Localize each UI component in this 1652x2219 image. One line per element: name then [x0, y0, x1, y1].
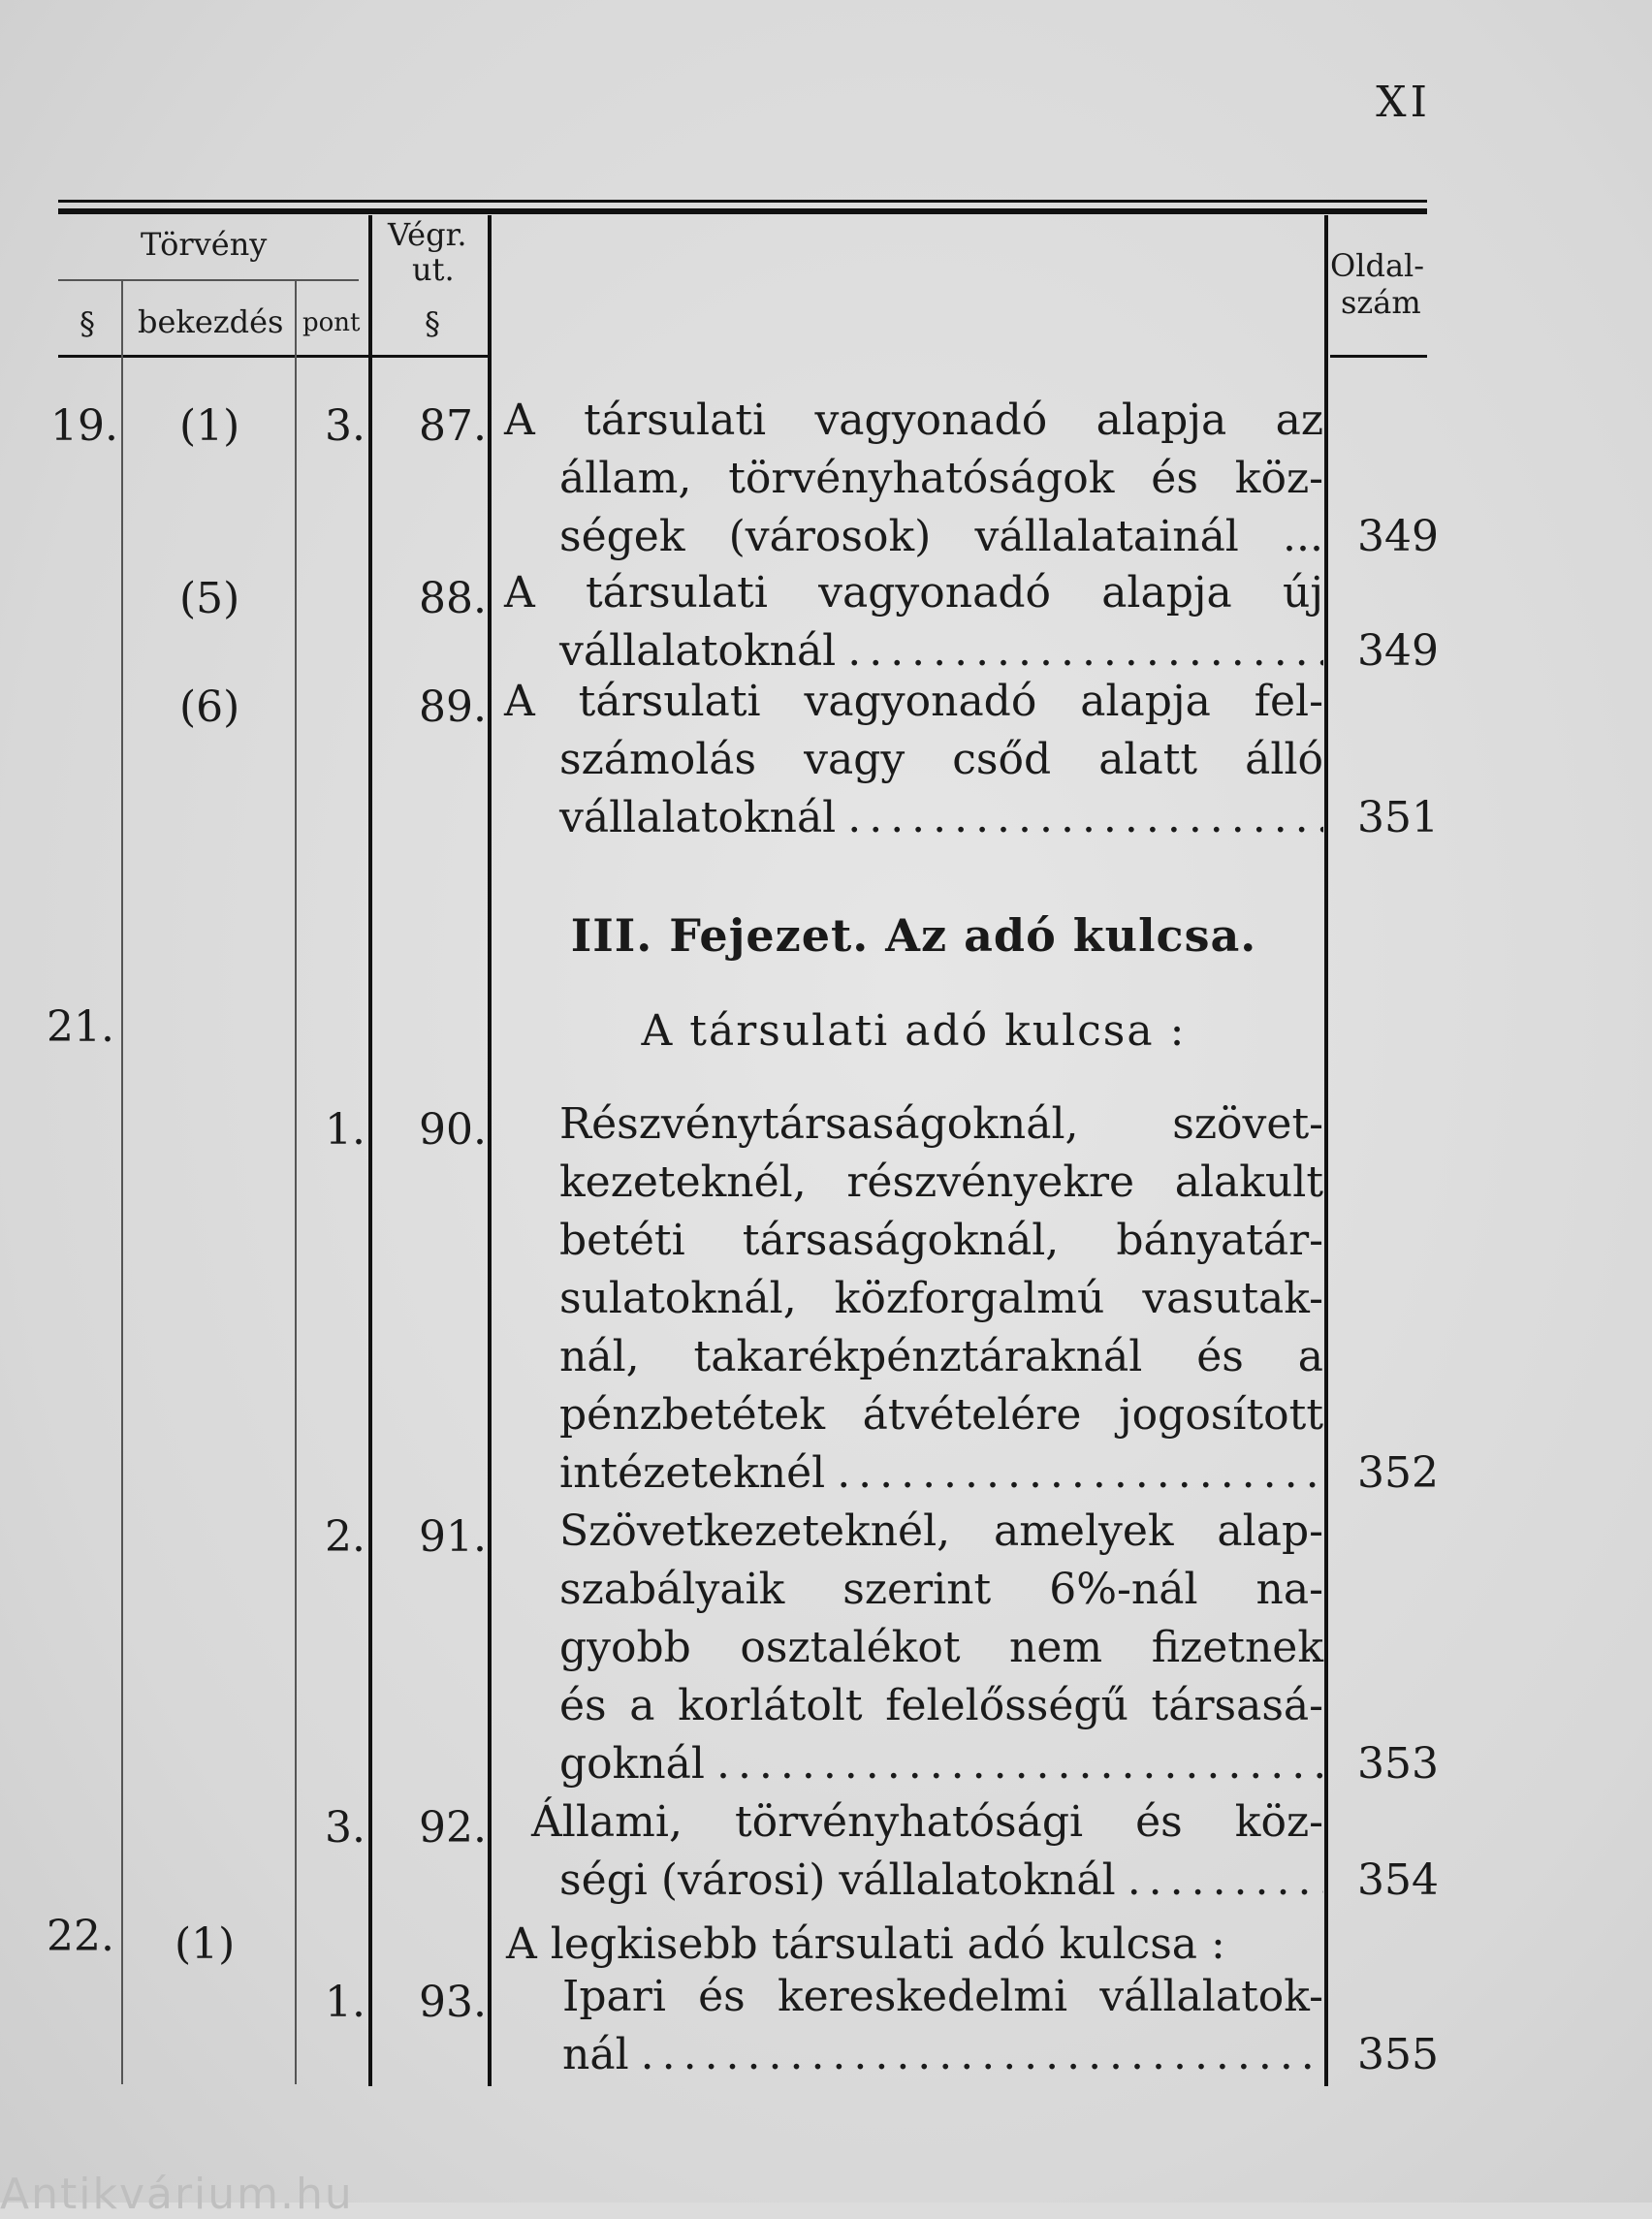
column-divider-oldalszam	[1324, 215, 1328, 2086]
entry-text-line: A társulati vagyonadó alapja az	[504, 396, 1323, 445]
header-bekezdes: bekezdés	[138, 303, 284, 340]
top-rule-2	[58, 208, 1427, 214]
entry-text-line: Állami, törvényhatósági és köz-	[531, 1797, 1323, 1847]
entry-text-line: goknál	[559, 1739, 705, 1789]
entry-pont: 1.	[325, 1978, 365, 2027]
header-torveny: Törvény	[141, 226, 268, 263]
column-divider-vegr	[488, 215, 492, 2086]
entry-paragraph: 22.	[47, 1912, 114, 1961]
chapter-title: III. Fejezet. Az adó kulcsa.	[570, 909, 1257, 962]
entry-text-line: nál, takarékpénztáraknál és a	[559, 1332, 1323, 1381]
entry-description	[531, 1793, 1323, 1910]
entry-description: A legkisebb társulati adó kulcsa :	[506, 1919, 1225, 1969]
entry-vegr: 90.	[419, 1105, 487, 1155]
entry-page-ref: 352	[1357, 1448, 1439, 1498]
entry-vegr: 93.	[419, 1978, 487, 2027]
entry-paragraph: 19.	[50, 401, 118, 451]
header-vegr-line1: Végr.	[388, 216, 467, 253]
entry-text-line: vállalatoknál	[559, 793, 837, 842]
dot-leader	[837, 1444, 1323, 1503]
page-number: XI	[1376, 78, 1431, 127]
entry-bekezdes: (1)	[179, 401, 240, 451]
entry-description	[504, 392, 1323, 566]
entry-text-line: Részvénytársaságoknál, szövet-	[559, 1099, 1323, 1149]
entry-text-line: sulatoknál, közforgalmú vasutak-	[559, 1274, 1323, 1323]
entry-text-line: Ipari és kereskedelmi vállalatok-	[562, 1972, 1323, 2021]
entry-page-ref: 355	[1357, 2030, 1439, 2079]
entry-text-line: Szövetkezeteknél, amelyek alap-	[559, 1506, 1323, 1556]
entry-text-line: szabályaik szerint 6%-nál na-	[559, 1565, 1323, 1614]
entry-bekezdes: (1)	[175, 1919, 236, 1969]
dot-leader	[716, 1735, 1323, 1793]
entry-text-line: A társulati vagyonadó alapja fel-	[504, 677, 1323, 726]
entry-pont: 3.	[325, 1803, 365, 1853]
entry-text-line: nál	[562, 2030, 629, 2079]
entry-description	[562, 1968, 1323, 2084]
entry-vegr: 92.	[419, 1803, 487, 1853]
entry-page-ref: 349	[1357, 626, 1439, 676]
entry-text-line: és a korlátolt felelősségű társasá-	[559, 1681, 1323, 1730]
header-oldalszam-line1: Oldal-	[1330, 247, 1425, 284]
entry-text-line: állam, törvényhatóságok és köz-	[559, 454, 1323, 503]
entry-bekezdes: (5)	[179, 574, 240, 623]
entry-text-line: számolás vagy csőd alatt álló	[559, 735, 1323, 784]
column-divider-bekezdes	[295, 281, 297, 2084]
dot-leader	[847, 789, 1323, 847]
entry-vegr: 87.	[419, 401, 487, 451]
entry-page-ref: 351	[1357, 793, 1439, 842]
entry-description	[504, 673, 1323, 847]
entry-page-ref: 353	[1357, 1739, 1439, 1789]
watermark: Antikvárium.hu	[0, 2170, 354, 2219]
header-torveny-underline	[58, 279, 359, 281]
entry-text-line: kezeteknél, részvényekre alakult	[559, 1157, 1323, 1207]
entry-text-line: A társulati vagyonadó alapja új	[504, 568, 1323, 618]
entry-pont: 1.	[325, 1105, 365, 1155]
header-section-symbol: §	[79, 305, 95, 342]
entry-page-ref: 349	[1357, 512, 1439, 561]
entry-text-line: ségi (városi) vállalatoknál	[559, 1855, 1116, 1905]
entry-text-line: intézeteknél	[559, 1448, 826, 1498]
column-divider-pont	[368, 215, 372, 2086]
header-vegr-symbol: §	[425, 305, 440, 342]
section-subheading: A társulati adó kulcsa :	[641, 1006, 1187, 1056]
column-divider-section	[121, 281, 123, 2084]
top-rule	[58, 200, 1427, 203]
dot-leader	[847, 622, 1323, 681]
entry-vegr: 91.	[419, 1512, 487, 1562]
entry-description	[559, 1095, 1323, 1503]
entry-bekezdes: (6)	[179, 682, 240, 732]
entry-page-ref: 354	[1357, 1855, 1439, 1905]
entry-vegr: 88.	[419, 574, 487, 623]
entry-description	[504, 564, 1323, 681]
entry-text-line: vállalatoknál	[559, 626, 837, 676]
entry-text-line: pénzbetétek átvételére jogosított	[559, 1390, 1323, 1440]
dot-leader	[1128, 1852, 1323, 1910]
entry-pont: 3.	[325, 401, 365, 451]
header-pont: pont	[302, 308, 361, 337]
entry-text-line: ségek (városok) vállalatainál ...	[559, 512, 1323, 561]
dot-leader	[641, 2026, 1323, 2084]
entry-vegr: 89.	[419, 682, 487, 732]
entry-pont: 2.	[325, 1512, 365, 1562]
entry-text-line: gyobb osztalékot nem fizetnek	[559, 1623, 1323, 1672]
entry-paragraph: 21.	[47, 1002, 114, 1052]
header-oldalszam-line2: szám	[1341, 284, 1421, 321]
header-bottom-rule-right	[1330, 355, 1427, 358]
header-vegr-line2: ut.	[412, 251, 455, 288]
entry-text-line: betéti társaságoknál, bányatár-	[559, 1216, 1323, 1265]
entry-description	[559, 1503, 1323, 1793]
